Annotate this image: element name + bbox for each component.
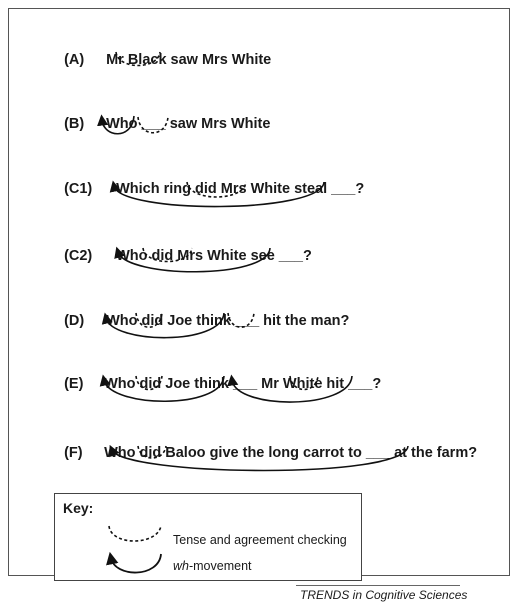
sentence-d <box>56 294 349 330</box>
legend-wh-rest: -movement <box>188 559 252 573</box>
sentence-text: Who did Joe think ___ hit the man? <box>106 313 350 329</box>
legend-swatches <box>105 522 167 578</box>
sentence-text: Who did Mrs White see ___? <box>116 248 312 264</box>
sentence-b <box>56 97 270 133</box>
sentence-f <box>56 426 477 462</box>
legend-title: Key: <box>63 500 94 516</box>
sentence-text: Who did Joe think ___ Mr White hit ___? <box>104 376 382 392</box>
sentence-text: Who ___ saw Mrs White <box>106 116 271 132</box>
sentence-label: (D) <box>64 313 85 329</box>
journal-credit: TRENDS in Cognitive Sciences <box>300 588 468 602</box>
figure-frame <box>8 8 510 576</box>
legend-dashed-arc-swatch <box>109 526 161 541</box>
legend-tense-agreement: Tense and agreement checking <box>173 533 347 547</box>
sentence-label: (B) <box>64 116 85 132</box>
sentence-c2 <box>56 229 312 265</box>
sentence-text: Who did Baloo give the long carrot to ___ at the farm? <box>104 445 478 461</box>
legend-solid-arrow-swatch <box>111 554 161 573</box>
sentence-label: (E) <box>64 376 84 392</box>
sentence-label: (F) <box>64 445 83 461</box>
sentence-text: Mr Black saw Mrs White <box>106 52 272 68</box>
legend-wh-italic: wh <box>173 559 189 573</box>
sentence-text: Which ring did Mrs White steal ___? <box>116 181 365 197</box>
sentence-label: (C2) <box>64 248 93 264</box>
sentence-c1 <box>56 162 364 198</box>
legend-box <box>54 493 362 581</box>
sentence-label: (C1) <box>64 181 93 197</box>
credit-rule <box>296 585 460 586</box>
sentence-a <box>56 33 271 69</box>
sentence-label: (A) <box>64 52 85 68</box>
sentence-e <box>56 357 381 393</box>
legend-wh-movement <box>173 559 252 573</box>
